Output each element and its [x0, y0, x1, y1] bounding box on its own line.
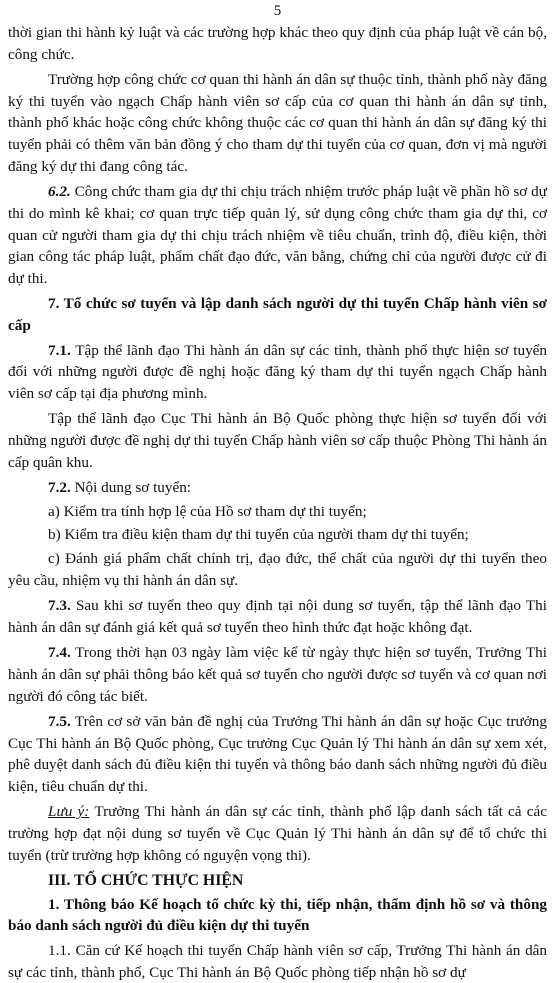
item-7-4-text: Trong thời hạn 03 ngày làm việc kể từ ngày thực hiện sơ tuyển, Trưởng Thi hành án dân sự phải thông báo kết quả sơ tuyển cho người được sơ tuyển và cơ quan nơi người đó công tác biết.: [8, 644, 547, 705]
item-7-5-number: 7.5.: [48, 712, 71, 730]
item-7-2-b: b) Kiểm tra điều kiện tham dự thi tuyển của người tham dự thi tuyển;: [48, 526, 469, 544]
paragraph-registration: Trường hợp công chức cơ quan thi hành án dân sự thuộc tỉnh, thành phố này đăng ký thi tuyển vào ngạch Chấp hành viên sơ cấp của cơ quan thi hành án dân sự tỉnh, thành phố khác hoặc công chức không thuộc các cơ quan thi hành án dân sự đăng ký thi tuyển phải có thêm văn bản đồng ý cho tham dự thi tuyển của cơ quan, đơn vị mà người đăng ký dự thi đang công tác.: [8, 71, 547, 175]
item-7-3-text: Sau khi sơ tuyển theo quy định tại nội dung sơ tuyển, tập thể lãnh đạo Thi hành án dân sự đánh giá kết quả sơ tuyển theo hình thức đạt hoặc không đạt.: [8, 597, 547, 636]
item-7-4-number: 7.4.: [48, 644, 71, 662]
heading-7: 7. Tổ chức sơ tuyển và lập danh sách người dự thi tuyển Chấp hành viên sơ cấp: [8, 295, 547, 334]
item-7-3: [8, 595, 547, 638]
item-7-2-a: a) Kiểm tra tính hợp lệ của Hồ sơ tham dự thi tuyển;: [48, 502, 367, 520]
item-7-4: [8, 642, 547, 707]
section-III-title: III. TỔ CHỨC THỰC HIỆN: [48, 871, 244, 889]
page-number: 5: [273, 3, 282, 19]
item-7-1: [8, 340, 547, 405]
item-6-2-text: Công chức tham gia dự thi chịu trách nhiệm trước pháp luật về phần hồ sơ dự thi do mình kê khai; cơ quan trực tiếp quản lý, sử dụng công chức tham gia dự thi, cơ quan cử người tham gia dự thi chịu trách nhiệm về tiêu chuẩn, trình độ, điều kiện, thời gian công tác pháp luật, phẩm chất đạo đức, văn bằng, chứng chỉ của người được cử đi dự thi.: [8, 183, 547, 287]
item-7-2: [8, 477, 547, 499]
item-7-1-number: 7.1.: [48, 341, 71, 359]
item-7-1-text: Tập thể lãnh đạo Thi hành án dân sự các tỉnh, thành phố thực hiện sơ tuyển đối với những người được đề nghị hoặc đăng ký tham dự thi tuyển ngạch Chấp hành viên sơ cấp tại địa phương mình.: [8, 341, 547, 403]
item-7-5: [8, 711, 547, 798]
item-7-2-c: c) Đánh giá phẩm chất chính trị, đạo đức, thể chất của người dự thi tuyển theo yêu cầu, nhiệm vụ thi hành án dân sự.: [8, 550, 547, 589]
paragraph-1-1: 1.1. Căn cứ Kế hoạch thi tuyển Chấp hành viên sơ cấp, Trưởng Thi hành án dân sự các tỉnh, thành phố, Cục Thi hành án Bộ Quốc phòng tiếp nhận hồ sơ dự: [8, 942, 547, 981]
item-7-2-number: 7.2.: [48, 479, 71, 497]
paragraph-7-1-b: Tập thể lãnh đạo Cục Thi hành án Bộ Quốc phòng thực hiện sơ tuyển đối với những người được đề nghị dự thi tuyển Chấp hành viên sơ cấp thuộc Phòng Thi hành án cấp quân khu.: [8, 410, 547, 471]
note-label: Lưu ý:: [48, 803, 90, 821]
paragraph-continuation: thời gian thi hành kỷ luật và các trường hợp khác theo quy định của pháp luật về cán bộ, công chức.: [8, 24, 547, 63]
note-paragraph: [8, 801, 547, 866]
item-7-2-text: Nội dung sơ tuyển:: [70, 479, 192, 497]
item-7-3-number: 7.3.: [48, 597, 71, 615]
item-6-2-number: 6.2.: [48, 183, 71, 201]
item-7-5-text: Trên cơ sở văn bản đề nghị của Trưởng Thi hành án dân sự hoặc Cục trưởng Cục Thi hành án Bộ Quốc phòng, Cục trưởng Cục Quản lý Thi hành án dân sự xem xét, phê duyệt danh sách đủ điều kiện thi tuyển và thông báo danh sách những người đủ điều kiện, tiêu chuẩn dự thi.: [8, 712, 547, 795]
heading-1: 1. Thông báo Kế hoạch tổ chức kỳ thi, tiếp nhận, thẩm định hồ sơ và thông báo danh sách người đủ điều kiện dự thi tuyển: [8, 895, 547, 935]
note-text: Trưởng Thi hành án dân sự các tỉnh, thành phố lập danh sách tất cả các trường hợp đạt nội dung sơ tuyển về Cục Quản lý Thi hành án dân sự để tổ chức thi tuyển (trừ trường hợp không có nguyện vọng thi).: [8, 803, 547, 864]
item-6-2: [8, 181, 547, 290]
